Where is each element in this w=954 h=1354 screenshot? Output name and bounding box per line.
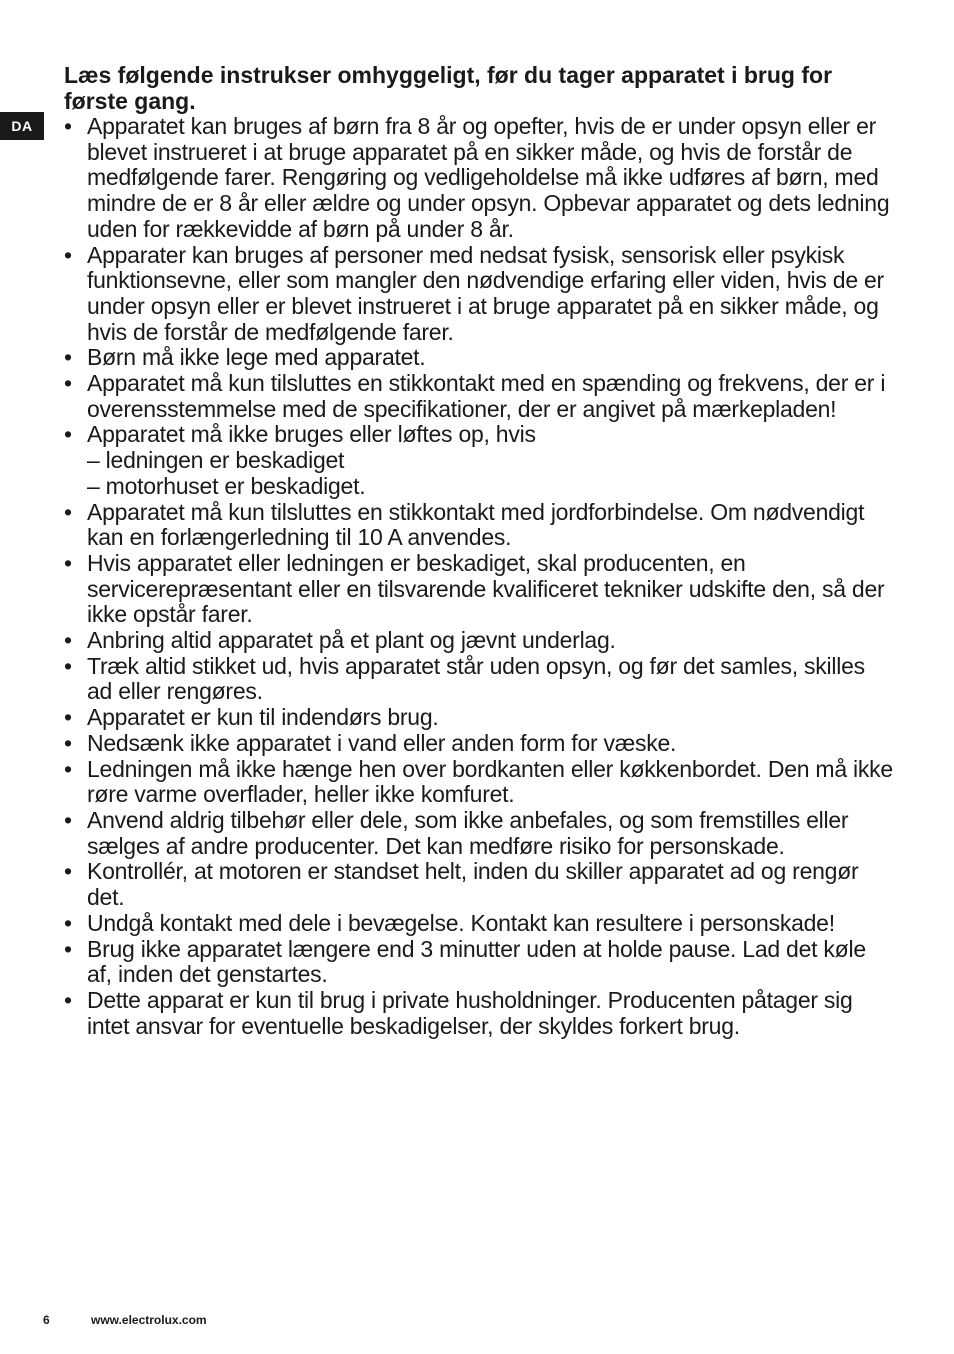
list-item: [64, 988, 894, 1039]
bullet-icon: •: [64, 909, 72, 936]
bullet-icon: •: [64, 986, 72, 1013]
bullet-icon: •: [64, 704, 72, 731]
list-item: [64, 911, 894, 937]
bullet-icon: •: [64, 627, 72, 654]
footer-url[interactable]: www.electrolux.com: [91, 1313, 207, 1327]
list-item-text: Træk altid stikket ud, hvis apparatet står uden opsyn, og før det samles, skilles ad eller rengøres.: [87, 652, 865, 705]
list-item-text: Apparatet kan bruges af børn fra 8 år og opefter, hvis de er under opsyn eller er blevet instrueret i at bruge apparatet på en sikker måde, og hvis de forstår de medfølgende farer. Rengøring og vedligeholdelse må ikke udføres af børn, med mindre de er 8 år eller ældre og under opsyn. Opbevar apparatet og dets ledning uden for rækkevidde af børn på under 8 år.: [87, 113, 890, 242]
bullet-icon: •: [64, 806, 72, 833]
bullet-icon: •: [64, 549, 72, 576]
list-item: [64, 500, 894, 551]
list-item: [64, 371, 894, 422]
language-tab: DA: [0, 112, 44, 140]
list-item: [64, 808, 894, 859]
list-item-text: Apparatet må kun tilsluttes en stikkontakt med en spænding og frekvens, der er i overensstemmelse med de specifikationer, der er angivet på mærkepladen!: [87, 370, 886, 422]
list-item-text: Dette apparat er kun til brug i private husholdninger. Producenten påtager sig intet ansvar for eventuelle beskadigelser, der skyldes forkert brug.: [87, 986, 853, 1039]
page-heading: Læs følgende instrukser omhyggeligt, før du tager apparatet i brug for første gang.: [64, 62, 833, 114]
list-item-text: Apparatet må kun tilsluttes en stikkontakt med jordforbindelse. Om nødvendigt kan en forlængerledning til 10 A anvendes.: [87, 498, 865, 551]
list-item-text: Ledningen må ikke hænge hen over bordkanten eller køkkenbordet. Den må ikke røre varme overflader, heller ikke komfuret.: [87, 755, 893, 808]
page-number: 6: [43, 1313, 50, 1327]
sub-item-text: – motorhuset er beskadiget.: [87, 472, 366, 499]
list-item: [64, 114, 894, 243]
list-item-text: Apparatet er kun til indendørs brug.: [87, 704, 439, 731]
list-item-text: Kontrollér, at motoren er standset helt, inden du skiller apparatet ad og rengør det.: [87, 858, 859, 911]
bullet-icon: •: [64, 498, 72, 525]
list-item: [64, 243, 894, 346]
list-item-text: Børn må ikke lege med apparatet.: [87, 344, 426, 371]
list-item: [64, 345, 894, 371]
list-item: [64, 937, 894, 988]
list-item-text: Anvend aldrig tilbehør eller dele, som ikke anbefales, og som fremstilles eller sælges af andre producenter. Det kan medføre risiko for personskade.: [87, 806, 849, 859]
list-item-text: Hvis apparatet eller ledningen er beskadiget, skal producenten, en servicerepræsentant eller en tilsvarende kvalificeret tekniker udskifte den, så der ikke opstår farer.: [87, 549, 885, 628]
bullet-icon: •: [64, 858, 72, 885]
page-footer: [43, 1313, 207, 1327]
list-item-text: Undgå kontakt med dele i bevægelse. Kontakt kan resultere i personskade!: [87, 909, 835, 936]
list-item-text: Apparatet må ikke bruges eller løftes op, hvis: [87, 421, 536, 448]
list-item: [64, 628, 894, 654]
list-item: [64, 757, 894, 808]
bullet-icon: •: [64, 344, 72, 371]
instruction-list: [64, 114, 894, 1039]
bullet-icon: •: [64, 652, 72, 679]
list-item-text: Apparater kan bruges af personer med nedsat fysisk, sensorisk eller psykisk funktionsevne, eller som mangler den nødvendige erfaring eller viden, hvis de er under opsyn eller er blevet instrueret i at bruge apparatet på en sikker måde, og hvis de forstår de medfølgende farer.: [87, 241, 884, 345]
safety-instructions: [64, 62, 894, 1039]
bullet-icon: •: [64, 113, 72, 139]
list-item: [64, 654, 894, 705]
bullet-icon: •: [64, 755, 72, 782]
list-item-text: Brug ikke apparatet længere end 3 minutter uden at holde pause. Lad det køle af, inden det genstartes.: [87, 935, 866, 988]
bullet-icon: •: [64, 241, 72, 268]
bullet-icon: •: [64, 370, 72, 397]
bullet-icon: •: [64, 421, 72, 448]
list-item: [64, 859, 894, 910]
sub-item-text: – ledningen er beskadiget: [87, 447, 345, 474]
list-item-text: Anbring altid apparatet på et plant og jævnt underlag.: [87, 627, 616, 654]
list-item: [64, 551, 894, 628]
list-item: [64, 705, 894, 731]
list-item-text: Nedsænk ikke apparatet i vand eller anden form for væske.: [87, 729, 677, 756]
list-item: [64, 731, 894, 757]
bullet-icon: •: [64, 935, 72, 962]
bullet-icon: •: [64, 729, 72, 756]
list-item: [64, 422, 894, 499]
